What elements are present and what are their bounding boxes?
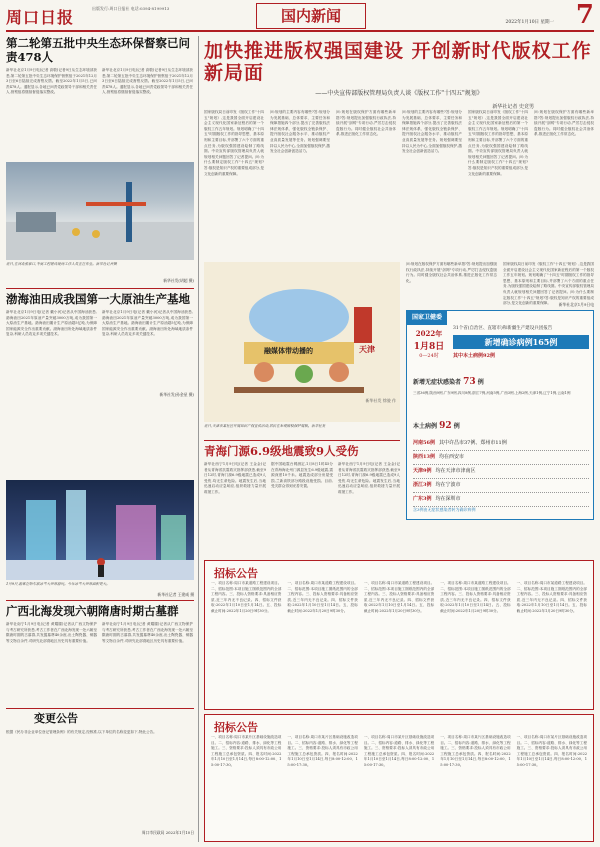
covid-date-time: 0—24时: [419, 353, 439, 359]
main-body-col5: 国家版权局日前印发《版权工作"十四五"规划》,这是我国全面开启建设社会主义现代化国家新征程后的第一个版权工作五年规划。规划明确了"十四五"时期版权工作的指导思想、基本原则和主要目标,并部署了六个方面的重点任务,为版权强国建设绘制了路线图。中央宣传部版权管理局负责人就规划相关问题回答了记者提问。问:为什么要制定版权工作"十四五"规划?答:版权是知识产权的重要组成部分,是文化创新的重要保障。: [468, 110, 528, 176]
covid-local: [413, 421, 460, 431]
tender-1-body-3: 一、项目名称:周口市某道路工程建设项目。二、招标范围:本项目施工图纸范围内的全部工程内容。三、投标人资格要求:具备相应资质,近三年内无不良记录。四、招标文件获取:2022年1月10日至1月14日。五、投标截止时间:2022年1月20日9时30分。: [363, 581, 435, 613]
divider: [6, 708, 194, 709]
tender-2-body-4: 一、项目名称:周口市某片区基础设施改造项目。二、招标内容:道路、排水、绿化等工程施工。三、资格要求:投标人须具有市政公用工程施工总承包资质。四、报名时间:2022年1月10日至1月14日,每日8:00-12:00、15:00-17:30。: [440, 735, 511, 767]
divider: [6, 288, 194, 289]
covid-asym: [413, 377, 484, 387]
body-inspection: 新华社北京1月9日电(记者 高敬)记者9日从生态环境部获悉,第二轮第五批中央生态环境保护督察组于2021年12月3日至6日陆续完成督察反馈。截至2022年1月5日,已问责478人。通报显示,各地已问责党政领导干部和相关责任人,督察组将继续督促落实整改。: [6, 68, 97, 95]
ice-sculpture-image: [6, 480, 194, 580]
body-inspection-2: 新华社北京1月9日电(记者 高敬)记者9日从生态环境部获悉,第二轮第五批中央生态环境保护督察组于2021年12月3日至6日陆续完成督察反馈。截至2022年1月5日,已问责478人。通报显示,各地已问责党政领导干部和相关责任人,督察组将继续督促落实整改。: [102, 68, 193, 95]
main-body-col2: 问:规划的主要内容有哪些?答:规划分为发展基础、总体要求、主要任务和保障措施四个部分,提出了完善版权法律法规体系、强化版权全链条保护、提升版权社会服务水平、推动版权产业高质量发展等任务。规划强调要坚持以人民为中心,全面加强版权保护,激发全社会创新创造活力。: [270, 110, 330, 154]
headline-inspection: 第二轮第五批中央生态环保督察已问责478人: [6, 36, 190, 64]
main-illustration: [204, 262, 400, 422]
caption-ice: 1月9日,游客在哈尔滨冰雪大世界游玩。今年冰雪大世界面积更大。: [6, 582, 110, 586]
tender-2-body-cols: [211, 735, 587, 837]
credit-ice: 新华社记者 王建威 摄: [157, 592, 194, 597]
notice-change: [6, 712, 194, 842]
body-tombs: 新华社南宁1月9日电(记者 黄耀滕)记者从广西文物保护与考古研究所获悉,考古工作者在广西北海发现一处六朝至隋唐时期的古墓群,共发掘墓葬40余座,出土陶瓷器、铜器等文物百余件,对研究北部湾地区历史具有重要价值。: [6, 622, 97, 643]
tender-2-body-5: 一、项目名称:周口市某片区基础设施改造项目。二、招标内容:道路、排水、绿化等工程施工。三、资格要求:投标人须具有市政公用工程施工总承包资质。四、报名时间:2022年1月10日至1月14日,每日8:00-12:00、15:00-17:30。: [516, 735, 588, 767]
covid-row-detail: 均在宁波市: [435, 482, 461, 488]
tender-1-body-cols: [211, 581, 587, 705]
main-headline: 加快推进版权强国建设 开创新时代版权工作新局面: [204, 40, 592, 84]
covid-row: [413, 437, 589, 451]
construction-scene-image: [6, 162, 194, 260]
covid-footer: 含3例由无症状感染者转为确诊病例: [413, 507, 476, 512]
article-tombs: [6, 604, 194, 704]
newspaper-logo: 周口日报: [6, 8, 75, 27]
credit-bohai: 新华社发(孙金星 摄): [159, 392, 194, 397]
headline-quake: 青海门源6.9级地震致9人受伤: [204, 444, 359, 458]
issue-date: 2022年1月10日 星期一: [505, 20, 554, 25]
covid-row-detail: 均在天津市津南区: [435, 468, 476, 474]
divider: [6, 600, 194, 601]
covid-asym-label: 新增无症状感染者: [413, 379, 462, 386]
illustration-banner: 融媒体带动播的: [264, 346, 313, 355]
main-body-col1: 国家版权局日前印发《版权工作"十四五"规划》,这是我国全面开启建设社会主义现代化国家新征程后的第一个版权工作五年规划。规划明确了"十四五"时期版权工作的指导思想、基本原则和主要目标,并部署了六个方面的重点任务,为版权强国建设绘制了路线图。中央宣传部版权管理局负责人就规划相关问题回答了记者提问。问:为什么要制定版权工作"十四五"规划?答:版权是知识产权的重要组成部分,是文化创新的重要保障。: [204, 110, 264, 176]
illustration-credit: 新华社发 徐骏 作: [365, 398, 396, 403]
main-body-col8: 国家版权局日前印发《版权工作"十四五"规划》,这是我国全面开启建设社会主义现代化国家新征程后的第一个版权工作五年规划。规划明确了"十四五"时期版权工作的指导思想、基本原则和主要目标,并部署了六个方面的重点任务,为版权强国建设绘制了路线图。中央宣传部版权管理局负责人就规划相关问题回答了记者提问。问:为什么要制定版权工作"十四五"规划?答:版权是知识产权的重要组成部分,是文化创新的重要保障。: [503, 262, 594, 306]
tender-2-body-3: 一、项目名称:周口市某片区基础设施改造项目。二、招标内容:道路、排水、绿化等工程施工。三、资格要求:投标人须具有市政公用工程施工总承包资质。四、报名时间:2022年1月10日至1月14日,每日8:00-12:00、15:00-17:30。: [363, 735, 435, 767]
tender-1-body-2: 一、项目名称:周口市某道路工程建设项目。二、招标范围:本项目施工图纸范围内的全部工程内容。三、投标人资格要求:具备相应资质,近三年内无不良记录。四、招标文件获取:2022年1月10日至1月14日。五、投标截止时间:2022年1月20日9时30分。: [287, 581, 358, 613]
covid-row-label: 浙江3例: [413, 482, 432, 488]
notice-change-title: 变更公告: [34, 712, 78, 725]
tender-2-body-1: 一、项目名称:周口市某片区基础设施改造项目。二、招标内容:道路、排水、绿化等工程施工。三、资格要求:投标人须具有市政公用工程施工总承包资质。四、报名时间:2022年1月10日至1月14日,每日8:00-12:00、15:00-17:30。: [211, 735, 282, 767]
covid-row-label: 河南56例: [413, 440, 435, 446]
divider: [204, 440, 400, 441]
covid-badge: 国家卫健委: [407, 311, 447, 325]
covid-row: [413, 451, 589, 465]
covid-local-label: 本土病例: [413, 423, 438, 430]
headline-bohai: 渤海油田成我国第一大原油生产基地: [6, 292, 190, 306]
tender-1-body-5: 一、项目名称:周口市某道路工程建设项目。二、招标范围:本项目施工图纸范围内的全部工程内容。三、投标人资格要求:具备相应资质,近三年内无不良记录。四、招标文件获取:2022年1月10日至1月14日。五、投标截止时间:2022年1月20日9时30分。: [516, 581, 588, 613]
main-body-col3: 问:规划在版权保护方面有哪些新举措?答:规划提出加强版权行政执法,持续开展"剑网"专项行动,严厉打击侵权盗版行为。同时健全版权社会共治体系,推进正版化工作常态化。: [336, 110, 396, 137]
article-quake: [204, 444, 400, 554]
photo-construction: [6, 162, 194, 260]
covid-local-value: 92: [439, 421, 452, 431]
covid-date-year: 2022年: [415, 329, 443, 338]
tender-1-body-1: 一、项目名称:周口市某道路工程建设项目。二、招标范围:本项目施工图纸范围内的全部工程内容。三、投标人资格要求:具备相应资质,近三年内无不良记录。四、招标文件获取:2022年1月10日至1月14日。五、投标截止时间:2022年1月20日9时30分。: [211, 581, 282, 613]
main-article-header: [204, 40, 594, 110]
body-bohai: 新华社北京1月9日电(记者 戴小河)记者从中国海油获悉,渤海油田2021年原油产量突破3000万吨,成为我国第一大原油生产基地。渤海油田累计生产原油超5亿吨,为保障国家能源安全作出重要贡献。渤海油田所处海域地质条件复杂,科研人员攻克多项关键技术。: [6, 310, 97, 337]
photo-ice-festival: [6, 480, 194, 580]
body-quake-1: 新华社西宁1月9日电(记者 王金金)记者从青海省抗震救灾指挥部获悉,截至9日12时,青海门源6.9级地震已造成9人受伤,均无生命危险。地震发生后,当地迅速启动应急响应,组织救援力量开展救援工作。: [204, 462, 266, 494]
covid-row: [413, 479, 589, 493]
covid-row: [413, 465, 589, 479]
body-bohai-2: 新华社北京1月9日电(记者 戴小河)记者从中国海油获悉,渤海油田2021年原油产量突破3000万吨,成为我国第一大原油生产基地。渤海油田累计生产原油超5亿吨,为保障国家能源安全作出重要贡献。渤海油田所处海域地质条件复杂,科研人员攻克多项关键技术。: [102, 310, 193, 337]
illustration-label: 天津: [359, 344, 375, 354]
body-quake-3: 新华社西宁1月9日电(记者 王金金)记者从青海省抗震救灾指挥部获悉,截至9日12时,青海门源6.9级地震已造成9人受伤,均无生命危险。地震发生后,当地迅速启动应急响应,组织救援力量开展救援工作。: [338, 462, 400, 494]
page-number: 7: [575, 0, 594, 30]
article-inspection: [6, 36, 194, 171]
main-body-col7: 问:规划在版权保护方面有哪些新举措?答:规划提出加强版权行政执法,持续开展"剑网"专项行动,严厉打击侵权盗版行为。同时健全版权社会共治体系,推进正版化工作常态化。: [406, 262, 497, 283]
section-title: 国内新闻: [256, 3, 366, 29]
covid-row-detail: 均在西安市: [438, 454, 464, 460]
headline-tombs: 广西北海发现六朝隋唐时期古墓群: [6, 604, 179, 618]
main-byline: 新华社记者 史竞男: [492, 104, 534, 110]
main-credit: 新华社北京1月9日电: [558, 302, 594, 307]
tender-notice-1: [204, 560, 594, 710]
covid-rows: [413, 437, 589, 507]
main-body-col6: 问:规划在版权保护方面有哪些新举措?答:规划提出加强版权行政执法,持续开展"剑网"专项行动,严厉打击侵权盗版行为。同时健全版权社会共治体系,推进正版化工作常态化。: [534, 110, 594, 137]
notice-change-body: 根据《民办非企业单位登记管理条例》的有关规定,经核准,以下单位的名称变更如下,特此公告。: [6, 730, 157, 734]
tender-1-body-4: 一、项目名称:周口市某道路工程建设项目。二、招标范围:本项目施工图纸范围内的全部工程内容。三、投标人资格要求:具备相应资质,近三年内无不良记录。四、招标文件获取:2022年1月10日至1月14日。五、投标截止时间:2022年1月20日9时30分。: [440, 581, 511, 613]
tender-1-title: 招标公告: [214, 567, 258, 580]
covid-headline: 新增确诊病例165例: [453, 335, 589, 349]
main-body-top: [204, 110, 594, 260]
main-subhead: ——中央宣传部版权管理局负责人谈《版权工作"十四五"规划》: [315, 90, 483, 97]
covid-row-label: 天津9例: [413, 468, 432, 474]
covid-asym-detail: 三省36例,陕西9例,广东9例,四川8例,浙江7例,河南5例,广西3例,上海2例,天津1例,辽宁1例,云南1例: [413, 391, 571, 395]
masthead: [6, 2, 594, 32]
credit-construction: 新华社发(胡超 摄): [163, 278, 194, 283]
covid-row-detail: 其中许昌市37例、郑州市11例: [438, 440, 507, 446]
column-divider: [198, 36, 199, 842]
covid-asym-value: 73: [463, 377, 476, 387]
covid-row-label: 广东3例: [413, 496, 432, 502]
body-tombs-2: 新华社南宁1月9日电(记者 黄耀滕)记者从广西文物保护与考古研究所获悉,考古工作者在广西北海发现一处六朝至隋唐时期的古墓群,共发掘墓葬40余座,出土陶瓷器、铜器等文物百余件,对研究北部湾地区历史具有重要价值。: [102, 622, 193, 643]
caption-construction: 近日,在河北张家口,冬奥工程建设现场工作人员正在作业。新华社记者摄: [6, 262, 117, 266]
article-bohai: [6, 292, 194, 402]
main-caption: 近日,天津市某社区开展知识产权宣传活动,居民在参观版权保护展板。新华社发: [204, 424, 326, 428]
covid-row: [413, 493, 589, 507]
notice-change-credit: 周口市民政局 2022年1月10日: [141, 830, 194, 835]
covid-row-label: 陕西13例: [413, 454, 435, 460]
covid-line1: 31个省(自治区、直辖市)和新疆生产建设兵团报告: [453, 326, 553, 331]
covid-row-detail: 均在深圳市: [435, 496, 461, 502]
covid-box: [406, 310, 594, 520]
covid-local-unit: 例: [453, 423, 460, 430]
covid-sub: 其中本土病例92例: [453, 353, 495, 359]
masthead-meta: 出版发行:周口日报社 电话:0394-8199913: [92, 6, 170, 11]
tender-notice-2: [204, 714, 594, 842]
tender-2-title: 招标公告: [214, 721, 258, 734]
main-body-col4: 问:规划的主要内容有哪些?答:规划分为发展基础、总体要求、主要任务和保障措施四个部分,提出了完善版权法律法规体系、强化版权全链条保护、提升版权社会服务水平、推动版权产业高质量发展等任务。规划强调要坚持以人民为中心,全面加强版权保护,激发全社会创新创造活力。: [402, 110, 462, 154]
covid-date-day: 1月8日: [413, 342, 445, 352]
covid-date-block: [411, 329, 447, 359]
body-quake-2: 据中国地震台网测定,1月8日1时45分在青海海北州门源县发生6.9级地震,震源深度10千米。地震造成部分房屋受损,兰新高铁部分路段设施受损。目前,受灾群众得到妥善安置。: [271, 462, 333, 489]
tender-2-body-2: 一、项目名称:周口市某片区基础设施改造项目。二、招标内容:道路、排水、绿化等工程施工。三、资格要求:投标人须具有市政公用工程施工总承包资质。四、报名时间:2022年1月10日至1月14日,每日8:00-12:00、15:00-17:30。: [287, 735, 358, 767]
covid-asym-unit: 例: [477, 379, 484, 386]
